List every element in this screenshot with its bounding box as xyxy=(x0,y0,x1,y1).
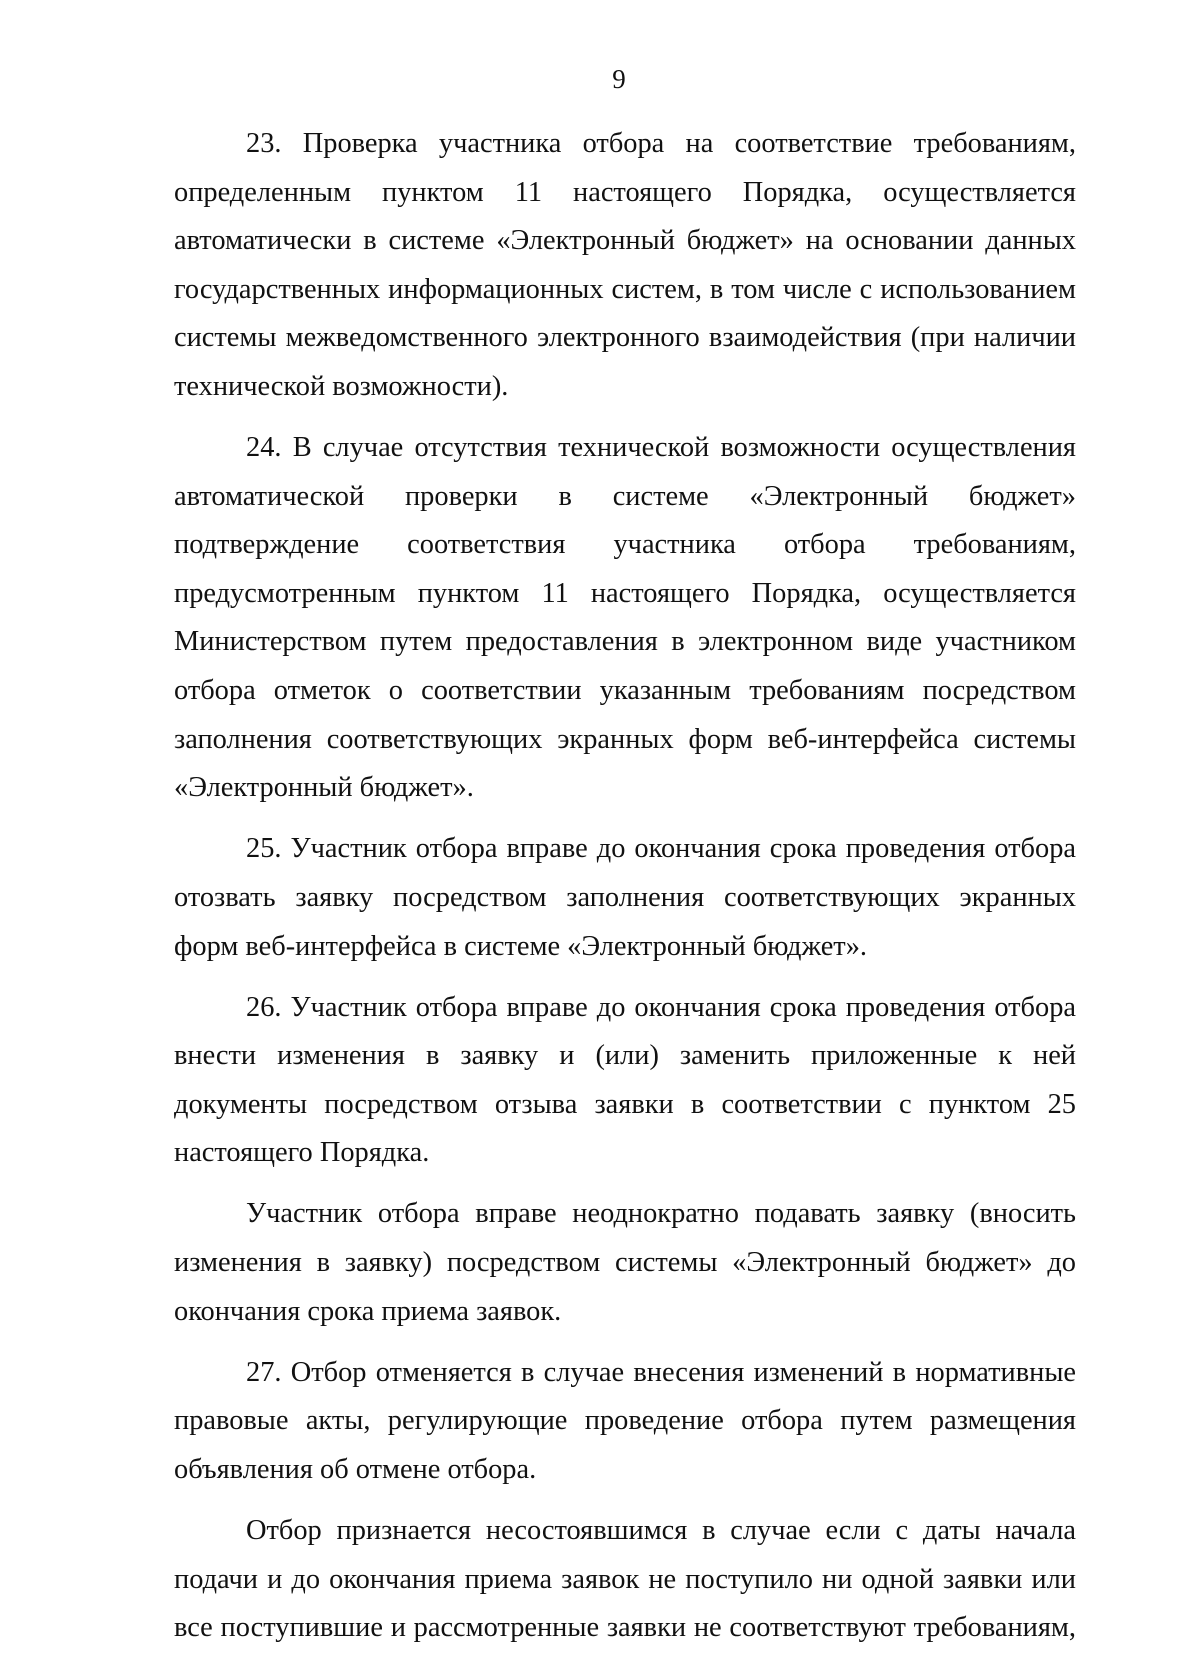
paragraph-26-continuation: Участник отбора вправе неоднократно подавать заявку (вносить изменения в заявку) посредством системы «Электронный бюджет» до окончания срока приема заявок. xyxy=(174,1198,1076,1327)
paragraph-23: 23. Проверка участника отбора на соответствие требованиям, определенным пунктом 11 настоящего Порядка, осуществляется автоматически в системе «Электронный бюджет» на основании данных государственных информационных систем, в том числе с использованием системы межведомственного электронного взаимодействия (при наличии технической возможности). xyxy=(174,128,1076,402)
page-number: 9 xyxy=(612,64,626,94)
paragraph-24: 24. В случае отсутствия технической возможности осуществления автоматической проверки в системе «Электронный бюджет» подтверждение соответствия участника отбора требованиям, предусмотренным пунктом 11 настоящего Порядка, осуществляется Министерством путем предоставления в электронном виде участником отбора отметок о соответствии указанным требованиям посредством заполнения соответствующих экранных форм веб-интерфейса системы «Электронный бюджет». xyxy=(174,432,1076,804)
document-body xyxy=(174,120,1076,1653)
paragraph-26: 26. Участник отбора вправе до окончания срока проведения отбора внести изменения в заявку и (или) заменить приложенные к ней документы посредством отзыва заявки в соответствии с пунктом 25 настоящего Порядка. xyxy=(174,991,1076,1169)
paragraph-27-continuation: Отбор признается несостоявшимся в случае если с даты начала подачи и до окончания приема заявок не поступило ни одной заявки или все поступившие и рассмотренные заявки не соответствуют требованиям, xyxy=(174,1515,1076,1644)
paragraph-27: 27. Отбор отменяется в случае внесения изменений в нормативные правовые акты, регулирующие проведение отбора путем размещения объявления об отмене отбора. xyxy=(174,1356,1076,1485)
paragraph-25: 25. Участник отбора вправе до окончания срока проведения отбора отозвать заявку посредством заполнения соответствующих экранных форм веб-интерфейса в системе «Электронный бюджет». xyxy=(174,833,1076,962)
